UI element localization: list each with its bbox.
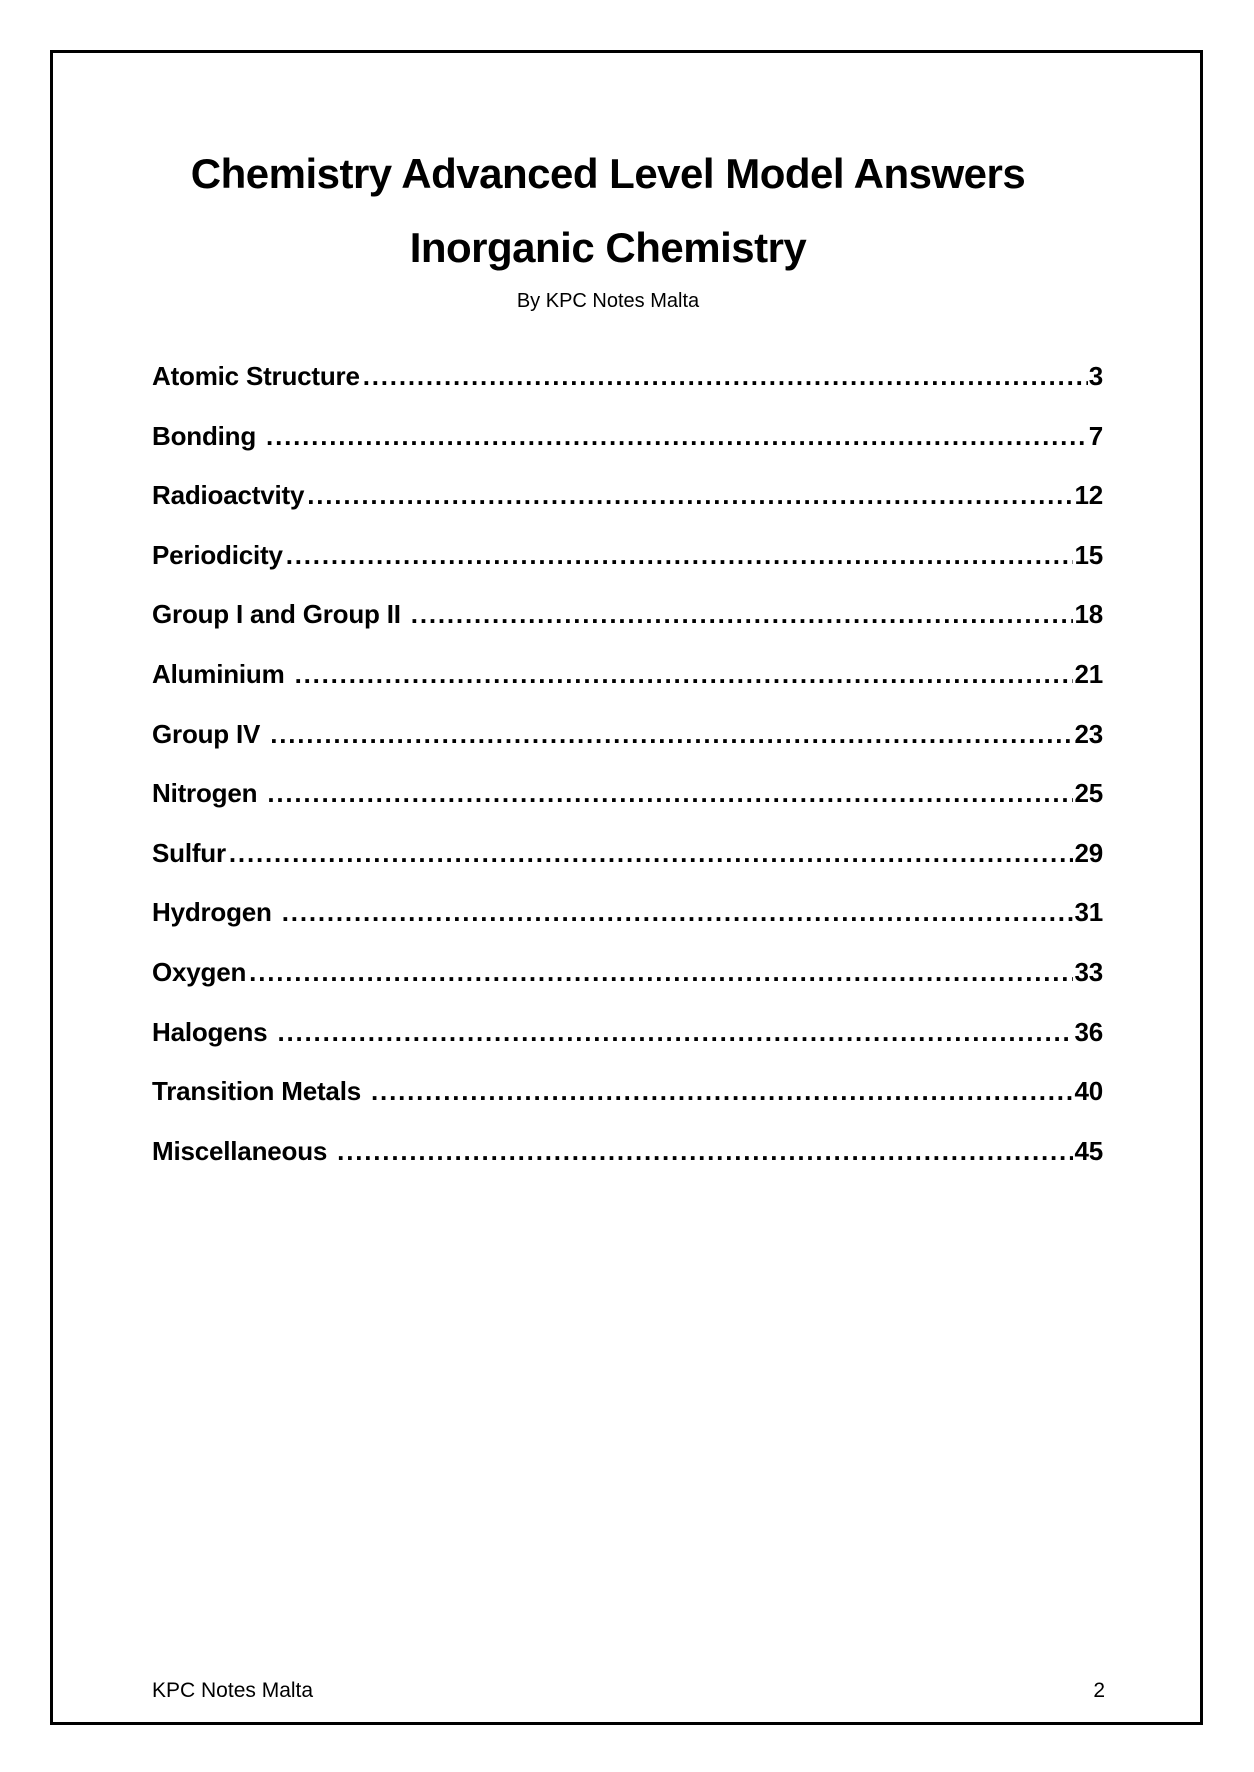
toc-leader-dots — [411, 585, 1074, 645]
toc-leader-dots — [363, 347, 1088, 407]
toc-row — [152, 824, 1103, 884]
toc-leader-dots — [286, 526, 1074, 586]
toc-leader-dots — [282, 883, 1074, 943]
toc-row — [152, 943, 1103, 1003]
toc-entry-page: 29 — [1074, 837, 1103, 868]
toc-entry-page: 31 — [1074, 897, 1103, 928]
document-title-line2: Inorganic Chemistry — [409, 224, 807, 271]
toc-row — [152, 1003, 1103, 1063]
toc-entry-label: Atomic Structure — [152, 361, 360, 391]
toc-entry-page: 45 — [1074, 1135, 1103, 1166]
toc-entry-page: 3 — [1088, 361, 1103, 391]
toc-leader-dots — [371, 1062, 1073, 1122]
toc-entry-label: Periodicity — [152, 539, 283, 570]
footer-page-number: 2 — [1093, 1679, 1105, 1702]
toc-leader-dots — [249, 943, 1073, 1003]
toc-entry-page: 25 — [1074, 778, 1103, 809]
toc-entry-label: Bonding — [152, 420, 264, 451]
toc-row — [152, 705, 1103, 765]
toc-entry-label: Transition Metals — [152, 1076, 369, 1107]
toc-leader-dots — [277, 1003, 1073, 1063]
toc-row — [152, 1122, 1103, 1182]
toc-entry-label: Aluminium — [152, 658, 292, 689]
toc-leader-dots — [307, 466, 1073, 526]
toc-entry-page: 40 — [1074, 1076, 1103, 1107]
page-footer — [152, 1676, 1105, 1706]
footer-author: KPC Notes Malta — [152, 1679, 314, 1702]
toc-list — [152, 347, 1103, 1181]
toc-entry-label: Hydrogen — [152, 897, 279, 928]
toc-entry-label: Group IV — [152, 718, 268, 749]
toc-row — [152, 585, 1103, 645]
toc-entry-label: Radioactvity — [152, 480, 305, 511]
toc-entry-label: Oxygen — [152, 956, 247, 987]
toc-entry-label: Miscellaneous — [152, 1135, 335, 1166]
toc-row — [152, 347, 1103, 407]
toc-entry-page: 7 — [1088, 420, 1103, 451]
toc-leader-dots — [266, 407, 1088, 467]
toc-leader-dots — [295, 645, 1074, 705]
toc-entry-page: 21 — [1074, 658, 1103, 689]
toc-leader-dots — [267, 764, 1073, 824]
toc-row — [152, 883, 1103, 943]
toc-row — [152, 764, 1103, 824]
toc-entry-page: 23 — [1074, 718, 1103, 749]
toc-row — [152, 526, 1103, 586]
toc-row — [152, 407, 1103, 467]
toc-entry-label: Halogens — [152, 1016, 275, 1047]
toc-entry-label: Group I and Group II — [152, 599, 408, 630]
toc-entry-page: 15 — [1074, 539, 1103, 570]
toc-entry-label: Nitrogen — [152, 778, 265, 809]
toc-row — [152, 466, 1103, 526]
toc-leader-dots — [229, 824, 1074, 884]
toc-leader-dots — [337, 1122, 1073, 1182]
byline: By KPC Notes Malta — [516, 290, 700, 312]
toc-entry-page: 18 — [1074, 599, 1103, 630]
toc-row — [152, 1062, 1103, 1122]
toc-entry-page: 36 — [1074, 1016, 1103, 1047]
toc-entry-page: 33 — [1074, 956, 1103, 987]
toc-entry-label: Sulfur — [152, 837, 226, 868]
document-title-line1: Chemistry Advanced Level Model Answers — [190, 150, 1026, 197]
toc-row — [152, 645, 1103, 705]
toc-entry-page: 12 — [1074, 480, 1103, 511]
toc-leader-dots — [270, 705, 1073, 765]
